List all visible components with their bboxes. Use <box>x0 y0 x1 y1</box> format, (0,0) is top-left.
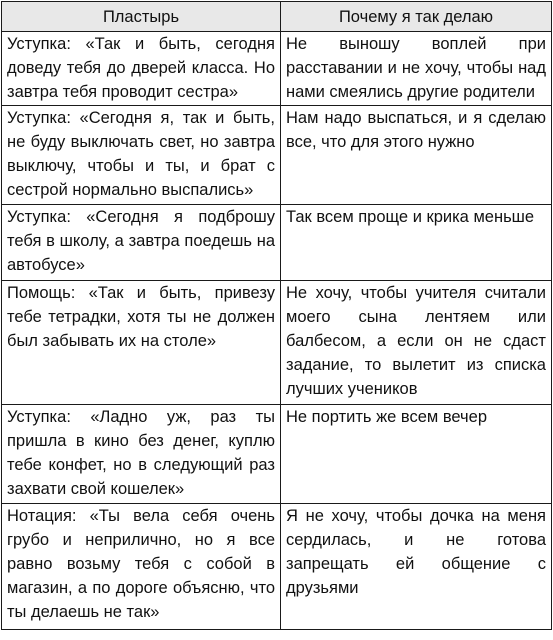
reason-cell: Не портить же всем вечер <box>281 405 552 504</box>
reason-cell: Так всем проще и крика меньше <box>281 205 552 281</box>
table-row <box>2 205 552 281</box>
reason-cell: Не выношу воплей при расставании и не хочу, чтобы над нами смеялись другие родители <box>281 32 552 106</box>
header-reason: Почему я так делаю <box>281 2 552 32</box>
reason-cell: Я не хочу, чтобы дочка на меня сердилась, и не готова запрещать ей общение с друзьями <box>281 504 552 630</box>
plaster-cell: Уступка: «Сегодня я подброшу тебя в школу, а завтра поедешь на автобусе» <box>2 205 281 281</box>
plaster-cell: Помощь: «Так и быть, привезу тебе тетрадки, хотя ты не должен был забывать их на столе» <box>2 281 281 405</box>
reason-cell: Не хочу, чтобы учителя считали моего сына лентяем или балбесом, а если он не сдаст задание, то вылетит из списка лучших учеников <box>281 281 552 405</box>
plaster-cell: Уступка: «Ладно уж, раз ты пришла в кино без денег, куплю тебе конфет, но в следующий раз захвати свой кошелек» <box>2 405 281 504</box>
table-row <box>2 504 552 630</box>
table-row <box>2 32 552 106</box>
table-row <box>2 405 552 504</box>
plaster-cell: Уступка: «Сегодня я, так и быть, не буду выключать свет, но завтра выключу, чтобы и ты, и брат с сестрой нормально выспались» <box>2 106 281 205</box>
plaster-cell: Уступка: «Так и быть, сегодня доведу тебя до дверей класса. Но завтра тебя проводит сестра» <box>2 32 281 106</box>
plaster-cell: Нотация: «Ты вела себя очень грубо и неприлично, но я все равно возьму тебя с собой в магазин, а по дороге объясню, что ты делаешь не так» <box>2 504 281 630</box>
table-row <box>2 106 552 205</box>
header-row <box>2 2 552 32</box>
table-row <box>2 281 552 405</box>
plaster-table <box>1 1 552 630</box>
reason-cell: Нам надо выспаться, и я сделаю все, что для этого нужно <box>281 106 552 205</box>
header-plaster: Пластырь <box>2 2 281 32</box>
